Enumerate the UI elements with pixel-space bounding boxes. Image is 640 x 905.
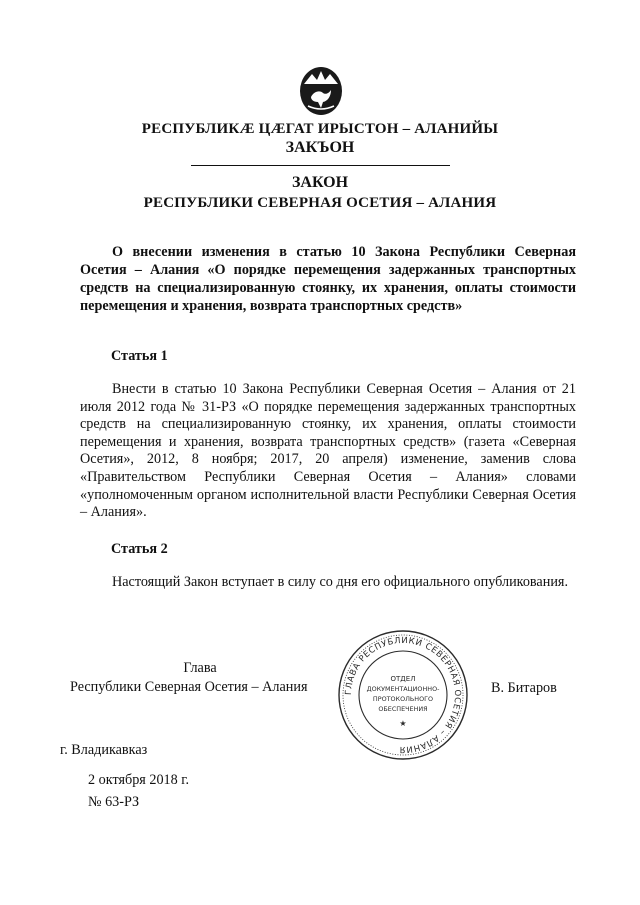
signature-position-line2: Республики Северная Осетия – Алания: [70, 679, 308, 695]
city: г. Владикавказ: [60, 742, 148, 758]
official-stamp: [336, 628, 470, 762]
republic-title: РЕСПУБЛИКИ СЕВЕРНАЯ ОСЕТИЯ – АЛАНИЯ: [143, 195, 497, 211]
stamp-center-line4: ОБЕСПЕЧЕНИЯ: [378, 705, 428, 713]
law-title: ЗАКОН: [291, 174, 349, 191]
article-2-heading: Статья 2: [111, 541, 168, 557]
svg-text:★: ★: [399, 719, 407, 728]
stamp-outer-text: ГЛАВА РЕСПУБЛИКИ СЕВЕРНАЯ ОСЕТИЯ – АЛАНИЯ: [343, 635, 463, 755]
law-subject: О внесении изменения в статью 10 Закона Республики Северная Осетия – Алания «О порядке перемещения задержанных транспортных средств на специализированную стоянку, их хранения, оплаты стоимости перемещения и хранения, возврата транспортных средств»: [80, 244, 576, 314]
coat-of-arms-emblem: [298, 64, 344, 116]
ossetian-law-title: ЗАКЪОН: [285, 139, 355, 156]
signature-name: В. Битаров: [491, 680, 557, 696]
law-number: № 63-РЗ: [88, 794, 140, 810]
signature-position-line1: Глава: [183, 660, 217, 676]
ossetian-republic-title: РЕСПУБЛИКӔ ЦӔГАТ ИРЫСТОН – АЛАНИЙЫ: [141, 121, 499, 137]
law-date: 2 октября 2018 г.: [88, 772, 190, 788]
stamp-center-line1: ОТДЕЛ: [390, 675, 416, 683]
header-divider: [191, 165, 450, 166]
article-2-text: Настоящий Закон вступает в силу со дня его официального опубликования.: [112, 574, 568, 590]
article-1-heading: Статья 1: [111, 348, 168, 364]
stamp-center-line2: ДОКУМЕНТАЦИОННО-: [366, 685, 440, 693]
stamp-center-line3: ПРОТОКОЛЬНОГО: [372, 695, 434, 703]
article-1-text: Внести в статью 10 Закона Республики Северная Осетия – Алания от 21 июля 2012 года № 31-РЗ «О порядке перемещения задержанных транспортных средств на специализированную стоянку, их хранения, оплаты стоимости перемещения и хранения, возврата транспортных средств» (газета «Северная Осетия», 2012, 8 ноября; 2017, 20 апреля) изменение, заменив слова «Правительством Республики Северная Осетия – Алания» словами «уполномоченным органом исполнительной власти Республики Северная Осетия – Алания».: [80, 381, 576, 521]
